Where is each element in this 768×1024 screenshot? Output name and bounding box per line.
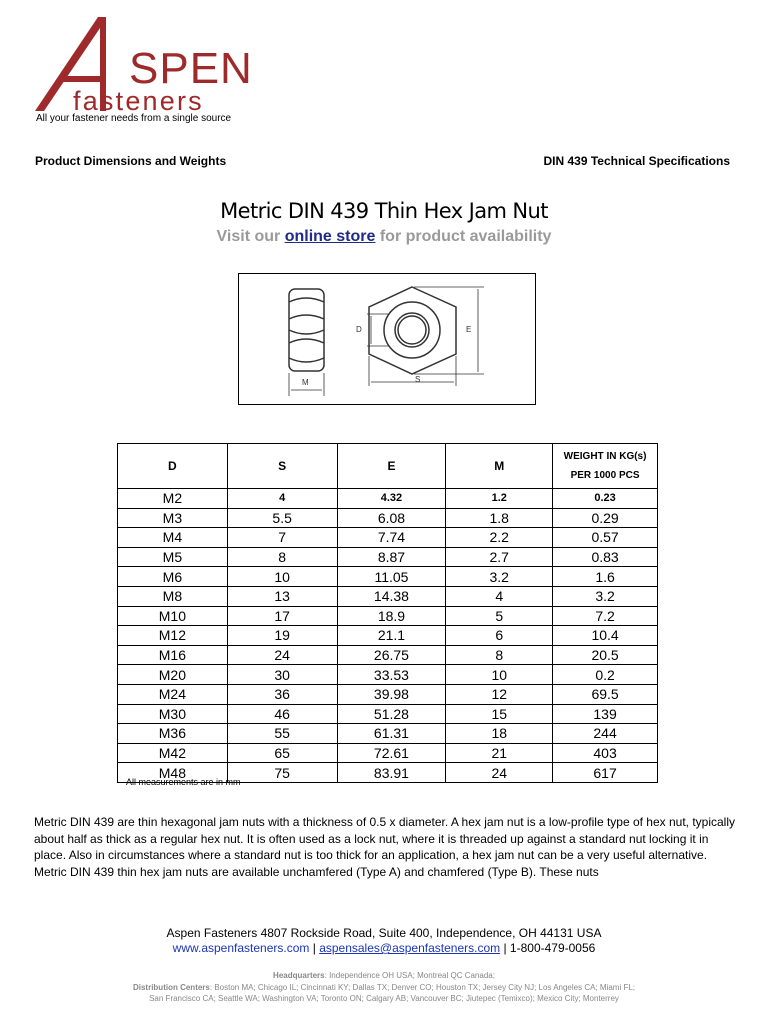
- weight-header-line2: PER 1000 PCS: [570, 470, 640, 481]
- diagram-label-m: M: [302, 378, 309, 387]
- table-row: [118, 606, 658, 626]
- cell-d: M10: [118, 606, 228, 626]
- description-paragraph: Metric DIN 439 are thin hexagonal jam nuts with a thickness of 0.5 x diameter. A hex jam nut is a low-profile type of hex nut, typically about half as thick as a regular hex nut. It is often used as a lock nut, where it is threaded up against a standard nut locking it in place. Also in circumstances where a standard nut is too thick for an application, a hex jam nut can be a very useful alternative. Metric DIN 439 thin hex jam nuts are available unchamfered (Type A) and chamfered (Type B). These nuts: [34, 815, 736, 879]
- cell-s: 4: [227, 489, 337, 509]
- cell-e: 39.98: [337, 684, 446, 704]
- cell-weight: 403: [553, 743, 658, 763]
- cell-e: 11.05: [337, 567, 446, 587]
- table-header-row: [118, 444, 658, 489]
- cell-e: 83.91: [337, 763, 446, 783]
- cell-d: M5: [118, 547, 228, 567]
- cell-weight: 0.83: [553, 547, 658, 567]
- hq-text: : Independence OH USA; Montreal QC Canada;: [324, 971, 495, 980]
- cell-m: 4: [446, 586, 553, 606]
- cell-m: 8: [446, 645, 553, 665]
- cell-s: 65: [227, 743, 337, 763]
- subtitle-suffix: for product availability: [375, 228, 552, 245]
- cell-d: M36: [118, 724, 228, 744]
- cell-s: 55: [227, 724, 337, 744]
- col-header-weight: [553, 444, 658, 489]
- logo-word: SPEN: [129, 44, 253, 93]
- footer-headquarters: [0, 971, 768, 980]
- cell-m: 24: [446, 763, 553, 783]
- measurement-note: All measurements are in mm: [126, 777, 241, 787]
- cell-m: 5: [446, 606, 553, 626]
- cell-s: 7: [227, 528, 337, 548]
- table-row: [118, 528, 658, 548]
- diagram-label-e: E: [466, 325, 472, 334]
- table-row: [118, 567, 658, 587]
- subtitle-prefix: Visit our: [216, 228, 285, 245]
- cell-weight: 617: [553, 763, 658, 783]
- cell-e: 51.28: [337, 704, 446, 724]
- header-left: Product Dimensions and Weights: [35, 154, 227, 168]
- cell-d: M12: [118, 626, 228, 646]
- cell-m: 10: [446, 665, 553, 685]
- cell-weight: 7.2: [553, 606, 658, 626]
- cell-e: 18.9: [337, 606, 446, 626]
- header-right: DIN 439 Technical Specifications: [543, 154, 730, 168]
- table-row: [118, 724, 658, 744]
- cell-m: 18: [446, 724, 553, 744]
- cell-d: M24: [118, 684, 228, 704]
- cell-weight: 3.2: [553, 586, 658, 606]
- cell-e: 33.53: [337, 665, 446, 685]
- table-row: [118, 508, 658, 528]
- col-header-d: D: [118, 444, 228, 489]
- dc-label: Distribution Centers: [132, 983, 210, 992]
- cell-m: 3.2: [446, 567, 553, 587]
- cell-s: 75: [227, 763, 337, 783]
- cell-weight: 0.29: [553, 508, 658, 528]
- aspen-logo[interactable]: [30, 14, 260, 116]
- cell-e: 21.1: [337, 626, 446, 646]
- cell-m: 1.2: [446, 489, 553, 509]
- cell-weight: 69.5: [553, 684, 658, 704]
- cell-weight: 1.6: [553, 567, 658, 587]
- footer-separator: |: [309, 941, 320, 955]
- diagram-label-s: S: [415, 375, 421, 384]
- subtitle: [0, 228, 768, 246]
- email-link[interactable]: aspensales@aspenfasteners.com: [319, 941, 501, 955]
- table-row: [118, 704, 658, 724]
- hex-nut-diagram: [238, 273, 536, 405]
- table-row: [118, 743, 658, 763]
- cell-s: 10: [227, 567, 337, 587]
- dimensions-table: [117, 443, 658, 783]
- cell-s: 30: [227, 665, 337, 685]
- cell-weight: 139: [553, 704, 658, 724]
- dc-text: : Boston MA; Chicago IL; Cincinnati KY; Dallas TX; Denver CO; Houston TX; Jersey City NJ; Los Angeles CA; Miami FL;: [209, 983, 636, 992]
- cell-d: M3: [118, 508, 228, 528]
- cell-e: 8.87: [337, 547, 446, 567]
- cell-d: M42: [118, 743, 228, 763]
- cell-e: 4.32: [337, 489, 446, 509]
- cell-d: M4: [118, 528, 228, 548]
- footer-distribution-2: San Francisco CA; Seattle WA; Washington VA; Toronto ON; Calgary AB; Vancouver BC; Jiutepec (Temixco); Mexico City; Monterrey: [149, 994, 619, 1003]
- cell-weight: 20.5: [553, 645, 658, 665]
- cell-weight: 0.23: [553, 489, 658, 509]
- cell-e: 7.74: [337, 528, 446, 548]
- hex-nut-drawing-icon: [239, 274, 535, 404]
- page-title: Metric DIN 439 Thin Hex Jam Nut: [220, 199, 548, 223]
- cell-m: 15: [446, 704, 553, 724]
- cell-d: M8: [118, 586, 228, 606]
- logo-subword: fasteners: [73, 86, 204, 116]
- cell-e: 14.38: [337, 586, 446, 606]
- cell-s: 5.5: [227, 508, 337, 528]
- cell-weight: 10.4: [553, 626, 658, 646]
- cell-m: 2.7: [446, 547, 553, 567]
- cell-m: 1.8: [446, 508, 553, 528]
- cell-s: 13: [227, 586, 337, 606]
- table-row: [118, 626, 658, 646]
- cell-m: 12: [446, 684, 553, 704]
- table-row: [118, 586, 658, 606]
- tagline: All your fastener needs from a single source: [36, 113, 232, 124]
- footer-address: Aspen Fasteners 4807 Rockside Road, Suite 400, Independence, OH 44131 USA: [166, 926, 602, 940]
- cell-s: 8: [227, 547, 337, 567]
- cell-d: M16: [118, 645, 228, 665]
- cell-d: M20: [118, 665, 228, 685]
- table-row: [118, 547, 658, 567]
- table-row: [118, 489, 658, 509]
- cell-m: 2.2: [446, 528, 553, 548]
- hq-label: Headquarters: [273, 971, 325, 980]
- website-link[interactable]: www.aspenfasteners.com: [172, 941, 310, 955]
- col-header-s: S: [227, 444, 337, 489]
- cell-weight: 0.2: [553, 665, 658, 685]
- cell-e: 6.08: [337, 508, 446, 528]
- online-store-link[interactable]: online store: [284, 228, 376, 245]
- cell-s: 46: [227, 704, 337, 724]
- cell-s: 24: [227, 645, 337, 665]
- cell-s: 36: [227, 684, 337, 704]
- weight-header-line1: WEIGHT IN KG(s): [563, 451, 647, 462]
- cell-d: M48: [118, 763, 228, 783]
- cell-weight: 244: [553, 724, 658, 744]
- table-row: [118, 645, 658, 665]
- cell-d: M2: [118, 489, 228, 509]
- cell-e: 72.61: [337, 743, 446, 763]
- cell-e: 26.75: [337, 645, 446, 665]
- cell-d: M6: [118, 567, 228, 587]
- cell-m: 6: [446, 626, 553, 646]
- table-row: [118, 665, 658, 685]
- footer-phone: | 1-800-479-0056: [500, 941, 596, 955]
- footer-distribution: [0, 983, 768, 992]
- footer-contact: [0, 941, 768, 955]
- col-header-m: M: [446, 444, 553, 489]
- cell-s: 17: [227, 606, 337, 626]
- cell-weight: 0.57: [553, 528, 658, 548]
- diagram-label-d: D: [356, 325, 362, 334]
- table-row: [118, 684, 658, 704]
- col-header-e: E: [337, 444, 446, 489]
- cell-d: M30: [118, 704, 228, 724]
- cell-e: 61.31: [337, 724, 446, 744]
- cell-s: 19: [227, 626, 337, 646]
- cell-m: 21: [446, 743, 553, 763]
